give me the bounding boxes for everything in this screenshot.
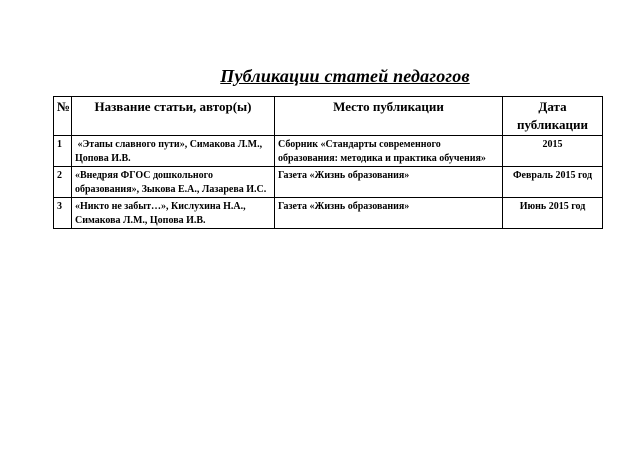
header-title-author: Название статьи, автор(ы) [72, 97, 275, 136]
page-title: Публикации статей педагогов [220, 66, 470, 86]
cell-place: Газета «Жизнь образования» [275, 198, 503, 229]
cell-number: 2 [54, 167, 72, 198]
header-date: Дата публикации [503, 97, 603, 136]
cell-number: 1 [54, 136, 72, 167]
cell-title-author: «Внедряя ФГОС дошкольного образования», Зыкова Е.А., Лазарева И.С. [72, 167, 275, 198]
header-number: № [54, 97, 72, 136]
cell-date: 2015 [503, 136, 603, 167]
table-header-row [54, 97, 603, 136]
cell-place: Газета «Жизнь образования» [275, 167, 503, 198]
table-row [54, 136, 603, 167]
cell-date: Февраль 2015 год [503, 167, 603, 198]
header-place: Место публикации [275, 97, 503, 136]
cell-title-author: «Этапы славного пути», Симакова Л.М., Цопова И.В. [72, 136, 275, 167]
table-row [54, 167, 603, 198]
table-row [54, 198, 603, 229]
cell-number: 3 [54, 198, 72, 229]
publications-table [53, 96, 603, 229]
cell-date: Июнь 2015 год [503, 198, 603, 229]
cell-title-author: «Никто не забыт…», Кислухина Н.А., Симакова Л.М., Цопова И.В. [72, 198, 275, 229]
cell-place: Сборник «Стандарты современного образования: методика и практика обучения» [275, 136, 503, 167]
